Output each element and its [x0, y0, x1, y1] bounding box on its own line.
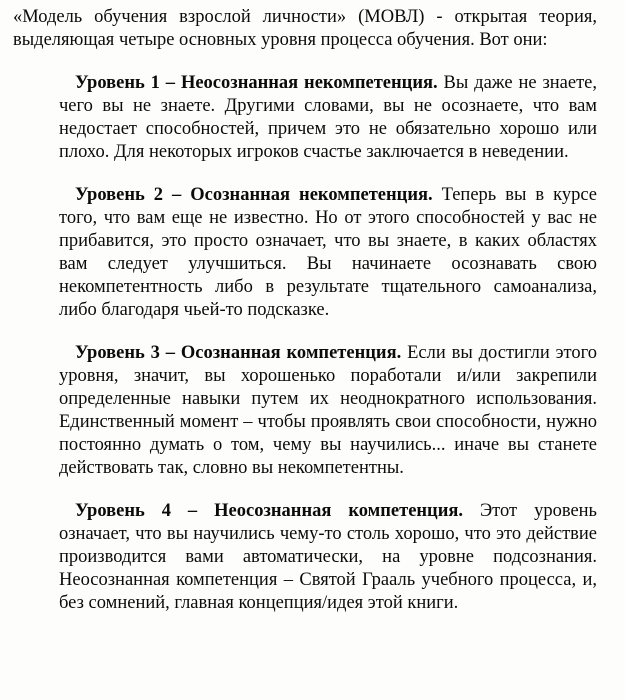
level-2-heading: Уровень 2 – Осознанная некомпетенция. — [75, 185, 433, 205]
intro-paragraph: «Модель обучения взрослой личности» (МОВЛ) - открытая теория, выделяющая четыре основных уровня процесса обучения. Вот они: — [13, 7, 597, 50]
level-1-paragraph — [59, 72, 597, 164]
level-4-heading: Уровень 4 – Неосознанная компетенция. — [75, 501, 464, 521]
level-4-body: Этот уровень означает, что вы научились чему-то столь хорошо, что это действие производится вами автоматически, на уровне подсознания. Неосознанная компетенция – Святой Грааль учебного процесса, и, без сомнений, главная концепция/идея этой книги. — [59, 501, 597, 613]
level-4-paragraph — [59, 500, 597, 615]
level-2-paragraph — [59, 184, 597, 322]
level-1-heading: Уровень 1 – Неосознанная некомпетенция. — [75, 73, 438, 93]
level-3-body: Если вы достигли этого уровня, значит, вы хорошенько поработали и/или закрепили определенные навыки путем их неоднократного использования. Единственный момент – чтобы проявлять свои способности, нужно постоянно думать о том, чему вы научились... иначе вы станете действовать так, словно вы некомпетентны. — [59, 343, 598, 478]
level-3-paragraph — [59, 342, 597, 480]
level-2-body: Теперь вы в курсе того, что вам еще не известно. Но от этого способностей у вас не прибавится, это просто означает, что вы знаете, в каких областях вам следует улучшиться. Вы начинаете осознавать свою некомпетентность либо в результате тщательного самоанализа, либо благодаря чьей-то подсказке. — [59, 185, 597, 320]
level-1-body: Вы даже не знаете, чего вы не знаете. Другими словами, вы не осознаете, что вам недостает способностей, причем это не обязательно хорошо или плохо. Для некоторых игроков счастье заключается в неведении. — [59, 73, 597, 162]
level-3-heading: Уровень 3 – Осознанная компетенция. — [75, 343, 402, 363]
